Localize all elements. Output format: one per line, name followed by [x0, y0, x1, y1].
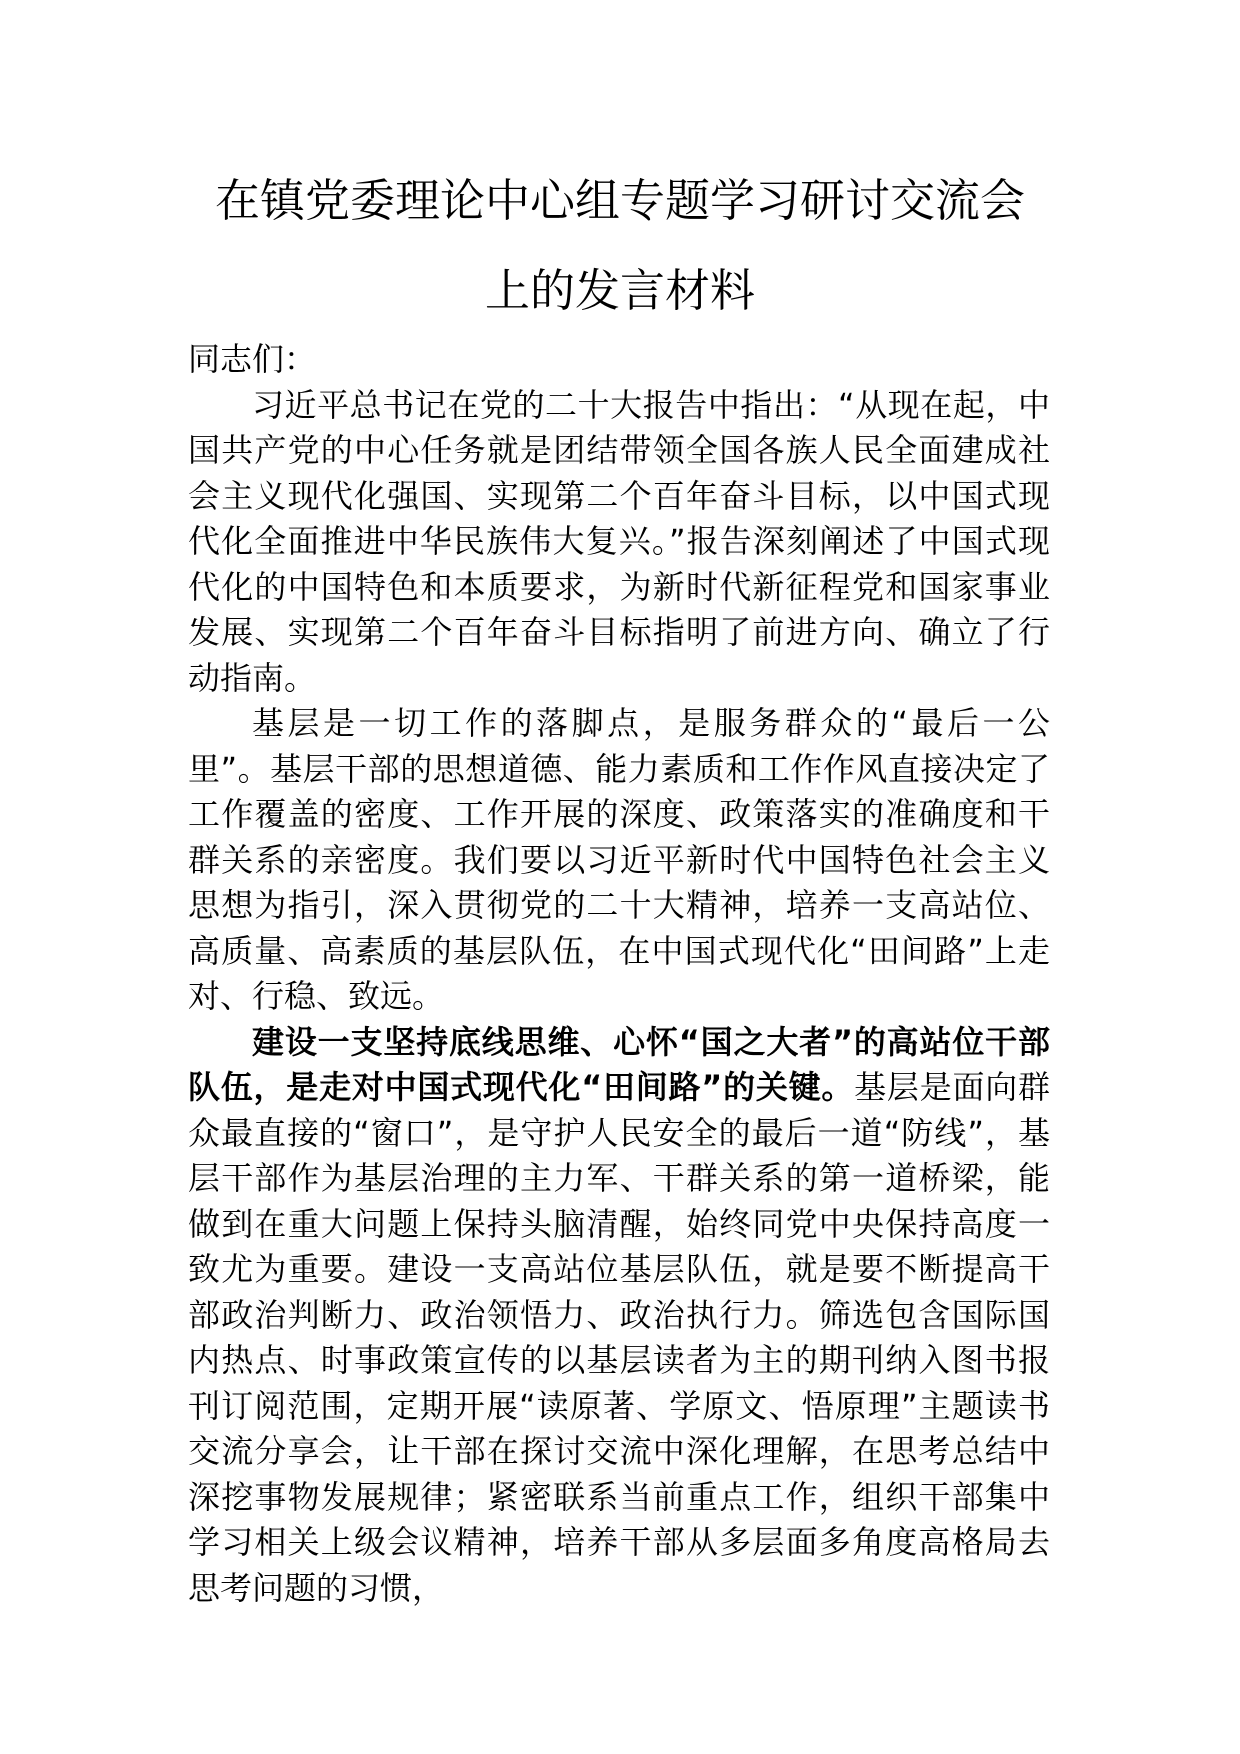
salutation: 同志们： [188, 340, 317, 378]
paragraph-2: 基层是一切工作的落脚点，是服务群众的“最后一公里”。基层干部的思想道德、能力素质和工作作风直接决定了工作覆盖的密度、工作开展的深度、政策落实的准确度和干群关系的亲密度。我们要以习近平新时代中国特色社会主义思想为指引，深入贯彻党的二十大精神，培养一支高站位、高质量、高素质的基层队伍，在中国式现代化“田间路”上走对、行稳、致远。 [188, 704, 1050, 1015]
document-body [188, 337, 1050, 1611]
document-title-line-2: 上的发言材料 [484, 264, 755, 317]
document-title-line-1: 在镇党委理论中心组专题学习研讨交流会 [214, 174, 1025, 227]
paragraph-1: 习近平总书记在党的二十大报告中指出：“从现在起，中国共产党的中心任务就是团结带领全国各族人民全面建成社会主义现代化强国、实现第二个百年奋斗目标，以中国式现代化全面推进中华民族伟大复兴。”报告深刻阐述了中国式现代化的中国特色和本质要求，为新时代新征程党和国家事业发展、实现第二个百年奋斗目标指明了前进方向、确立了行动指南。 [188, 385, 1050, 697]
paragraph-3-text: 基层是面向群众最直接的“窗口”，是守护人民安全的最后一道“防线”，基层干部作为基层治理的主力军、干群关系的第一道桥梁，能做到在重大问题上保持头脑清醒，始终同党中央保持高度一致尤为重要。建设一支高站位基层队伍，就是要不断提高干部政治判断力、政治领悟力、政治执行力。筛选包含国际国内热点、时事政策宣传的以基层读者为主的期刊纳入图书报刊订阅范围，定期开展“读原著、学原文、悟原理”主题读书交流分享会，让干部在探讨交流中深化理解，在思考总结中深挖事物发展规律；紧密联系当前重点工作，组织干部集中学习相关上级会议精神，培养干部从多层面多角度高格局去思考问题的习惯， [188, 1068, 1050, 1607]
paragraph-3-heading: 建设一支坚持底线思维、心怀“国之大者”的高站位干部队伍，是走对中国式现代化“田间路”的关键。 [188, 1022, 1050, 1106]
paragraph-3 [188, 1020, 1050, 1612]
